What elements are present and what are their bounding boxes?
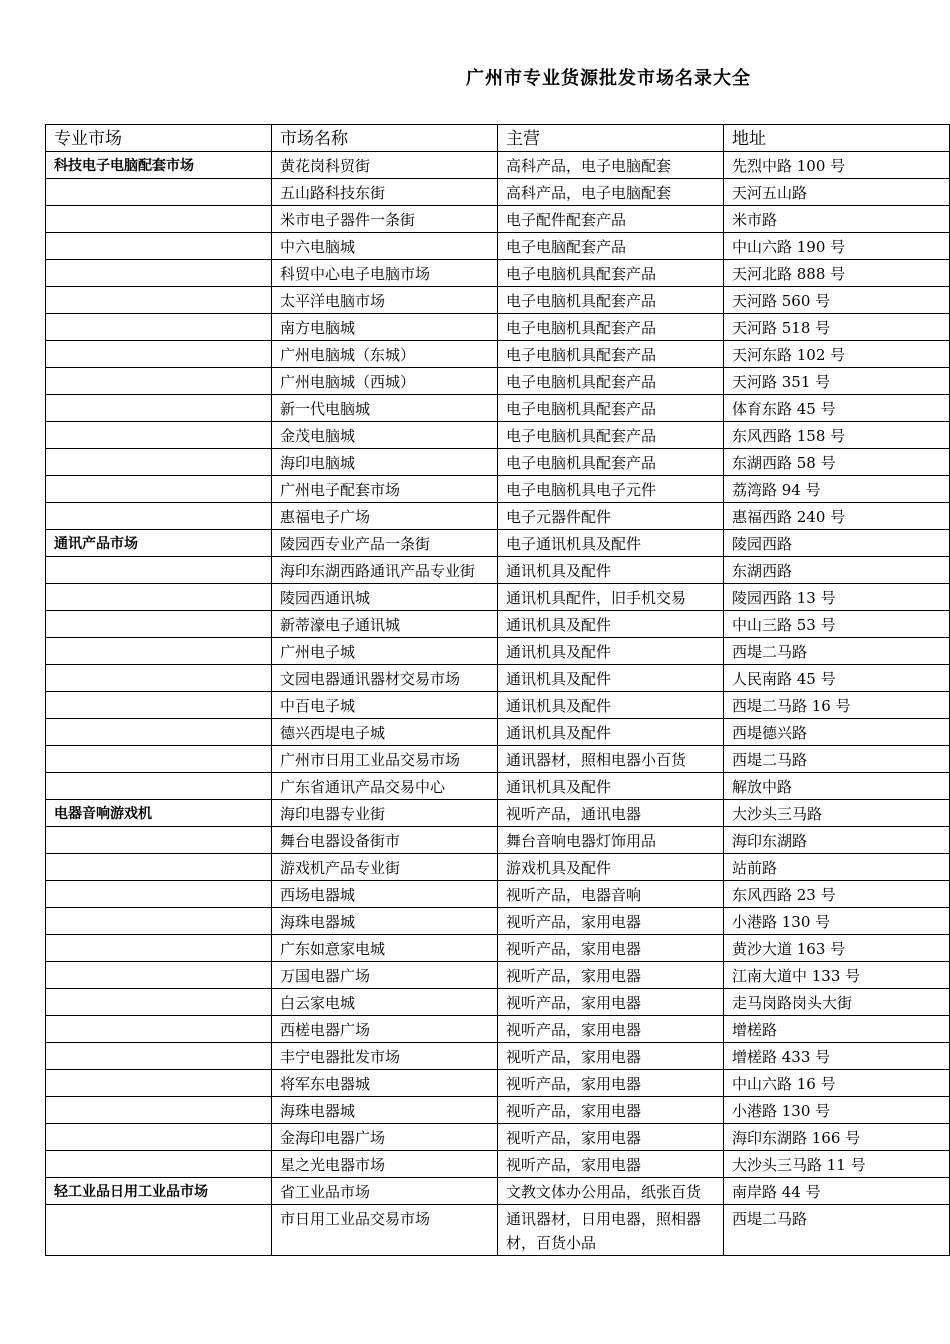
table-row (46, 233, 950, 260)
table-row (46, 962, 950, 989)
market-name-cell: 广州电脑城（东城） (272, 341, 498, 368)
address-cell: 中山六路 190 号 (724, 233, 950, 260)
main-business-cell: 视听产品，家用电器 (498, 1070, 724, 1097)
category-cell (46, 233, 272, 260)
table-row (46, 800, 950, 827)
main-business-cell: 电子电脑机具配套产品 (498, 368, 724, 395)
address-cell: 西堤二马路 (724, 1205, 950, 1256)
address-cell: 增槎路 433 号 (724, 1043, 950, 1070)
market-name-cell: 游戏机产品专业街 (272, 854, 498, 881)
table-row (46, 719, 950, 746)
table-row (46, 1097, 950, 1124)
table-row (46, 584, 950, 611)
address-cell: 天河五山路 (724, 179, 950, 206)
market-name-cell: 广州电脑城（西城） (272, 368, 498, 395)
main-business-cell: 视听产品，家用电器 (498, 1016, 724, 1043)
category-cell (46, 908, 272, 935)
category-cell (46, 881, 272, 908)
market-name-cell: 舞台电器设备街市 (272, 827, 498, 854)
main-business-cell: 通讯机具及配件 (498, 692, 724, 719)
market-name-cell: 广东如意家电城 (272, 935, 498, 962)
main-business-cell: 电子电脑机具配套产品 (498, 422, 724, 449)
market-name-cell: 南方电脑城 (272, 314, 498, 341)
address-cell: 体育东路 45 号 (724, 395, 950, 422)
address-cell: 走马岗路岗头大街 (724, 989, 950, 1016)
market-name-cell: 广州电子配套市场 (272, 476, 498, 503)
address-cell: 黄沙大道 163 号 (724, 935, 950, 962)
market-name-cell: 中六电脑城 (272, 233, 498, 260)
category-cell (46, 584, 272, 611)
table-row (46, 314, 950, 341)
category-cell (46, 1205, 272, 1256)
table-body (46, 152, 950, 1256)
market-name-cell: 文园电器通讯器材交易市场 (272, 665, 498, 692)
table-row (46, 881, 950, 908)
market-name-cell: 金茂电脑城 (272, 422, 498, 449)
main-business-cell: 通讯机具及配件 (498, 719, 724, 746)
market-name-cell: 海印电脑城 (272, 449, 498, 476)
market-name-cell: 新一代电脑城 (272, 395, 498, 422)
table-row (46, 1124, 950, 1151)
category-cell (46, 341, 272, 368)
category-cell (46, 989, 272, 1016)
main-business-cell: 高科产品，电子电脑配套 (498, 179, 724, 206)
main-business-cell: 视听产品，家用电器 (498, 935, 724, 962)
category-cell (46, 1124, 272, 1151)
main-business-cell: 舞台音响电器灯饰用品 (498, 827, 724, 854)
table-row (46, 827, 950, 854)
category-cell (46, 1151, 272, 1178)
market-name-cell: 星之光电器市场 (272, 1151, 498, 1178)
market-name-cell: 新蒂濠电子通讯城 (272, 611, 498, 638)
category-cell: 轻工业品日用工业品市场 (46, 1178, 272, 1205)
category-cell (46, 557, 272, 584)
address-cell: 惠福西路 240 号 (724, 503, 950, 530)
category-cell (46, 827, 272, 854)
table-row (46, 287, 950, 314)
market-name-cell: 海珠电器城 (272, 908, 498, 935)
address-cell: 江南大道中 133 号 (724, 962, 950, 989)
market-name-cell: 德兴西堤电子城 (272, 719, 498, 746)
header-address: 地址 (724, 125, 950, 152)
main-business-cell: 电子配件配套产品 (498, 206, 724, 233)
market-name-cell: 太平洋电脑市场 (272, 287, 498, 314)
category-cell (46, 1097, 272, 1124)
table-row (46, 1205, 950, 1256)
address-cell: 小港路 130 号 (724, 908, 950, 935)
table-row (46, 773, 950, 800)
category-cell (46, 314, 272, 341)
main-business-cell: 通讯器材，照相电器小百货 (498, 746, 724, 773)
table-header-row (46, 125, 950, 152)
address-cell: 大沙头三马路 11 号 (724, 1151, 950, 1178)
address-cell: 西堤德兴路 (724, 719, 950, 746)
category-cell (46, 746, 272, 773)
address-cell: 西堤二马路 (724, 638, 950, 665)
market-name-cell: 陵园西通讯城 (272, 584, 498, 611)
category-cell (46, 287, 272, 314)
table-row (46, 1151, 950, 1178)
main-business-cell: 通讯机具及配件 (498, 638, 724, 665)
table-row (46, 665, 950, 692)
main-business-cell: 视听产品，通讯电器 (498, 800, 724, 827)
category-cell: 电器音响游戏机 (46, 800, 272, 827)
main-business-cell: 通讯机具及配件 (498, 665, 724, 692)
market-name-cell: 海印东湖西路通讯产品专业街 (272, 557, 498, 584)
main-business-cell: 电子电脑机具配套产品 (498, 314, 724, 341)
main-business-cell: 电子电脑机具配套产品 (498, 341, 724, 368)
address-cell: 中山六路 16 号 (724, 1070, 950, 1097)
table-row (46, 206, 950, 233)
main-business-cell: 文教文体办公用品，纸张百货 (498, 1178, 724, 1205)
category-cell (46, 179, 272, 206)
table-row (46, 1178, 950, 1205)
table-row (46, 935, 950, 962)
table-row (46, 557, 950, 584)
market-name-cell: 黄花岗科贸街 (272, 152, 498, 179)
table-row (46, 854, 950, 881)
main-business-cell: 通讯器材，日用电器，照相器材，百货小品 (498, 1205, 724, 1256)
market-name-cell: 金海印电器广场 (272, 1124, 498, 1151)
address-cell: 增槎路 (724, 1016, 950, 1043)
address-cell: 天河东路 102 号 (724, 341, 950, 368)
header-category: 专业市场 (46, 125, 272, 152)
table-row (46, 449, 950, 476)
category-cell (46, 422, 272, 449)
market-name-cell: 米市电子器件一条街 (272, 206, 498, 233)
address-cell: 荔湾路 94 号 (724, 476, 950, 503)
address-cell: 天河北路 888 号 (724, 260, 950, 287)
address-cell: 小港路 130 号 (724, 1097, 950, 1124)
table-row (46, 908, 950, 935)
category-cell (46, 638, 272, 665)
address-cell: 中山三路 53 号 (724, 611, 950, 638)
address-cell: 海印东湖路 166 号 (724, 1124, 950, 1151)
table-row (46, 476, 950, 503)
market-name-cell: 丰宁电器批发市场 (272, 1043, 498, 1070)
category-cell (46, 962, 272, 989)
header-market-name: 市场名称 (272, 125, 498, 152)
main-business-cell: 电子电脑机具配套产品 (498, 260, 724, 287)
table-row (46, 638, 950, 665)
address-cell: 米市路 (724, 206, 950, 233)
market-name-cell: 广东省通讯产品交易中心 (272, 773, 498, 800)
table-row (46, 260, 950, 287)
main-business-cell: 通讯机具配件，旧手机交易 (498, 584, 724, 611)
table-row (46, 152, 950, 179)
address-cell: 南岸路 44 号 (724, 1178, 950, 1205)
category-cell (46, 1016, 272, 1043)
table-row (46, 341, 950, 368)
header-main-business: 主营 (498, 125, 724, 152)
market-name-cell: 陵园西专业产品一条街 (272, 530, 498, 557)
address-cell: 西堤二马路 (724, 746, 950, 773)
main-business-cell: 高科产品，电子电脑配套 (498, 152, 724, 179)
category-cell (46, 719, 272, 746)
address-cell: 陵园西路 (724, 530, 950, 557)
main-business-cell: 视听产品，家用电器 (498, 1124, 724, 1151)
table-row (46, 1070, 950, 1097)
category-cell (46, 206, 272, 233)
main-business-cell: 电子电脑机具配套产品 (498, 449, 724, 476)
main-business-cell: 视听产品，电器音响 (498, 881, 724, 908)
main-business-cell: 通讯机具及配件 (498, 773, 724, 800)
main-business-cell: 视听产品，家用电器 (498, 989, 724, 1016)
market-name-cell: 将军东电器城 (272, 1070, 498, 1097)
address-cell: 海印东湖路 (724, 827, 950, 854)
market-name-cell: 白云家电城 (272, 989, 498, 1016)
address-cell: 人民南路 45 号 (724, 665, 950, 692)
table-row (46, 179, 950, 206)
table-row (46, 422, 950, 449)
category-cell (46, 1043, 272, 1070)
market-name-cell: 西场电器城 (272, 881, 498, 908)
market-name-cell: 省工业品市场 (272, 1178, 498, 1205)
page-title: 广州市专业货源批发市场名录大全 (466, 68, 751, 89)
table-row (46, 530, 950, 557)
main-business-cell: 视听产品，家用电器 (498, 1151, 724, 1178)
market-name-cell: 广州电子城 (272, 638, 498, 665)
category-cell (46, 260, 272, 287)
category-cell: 科技电子电脑配套市场 (46, 152, 272, 179)
address-cell: 东湖西路 (724, 557, 950, 584)
category-cell (46, 665, 272, 692)
market-name-cell: 惠福电子广场 (272, 503, 498, 530)
address-cell: 西堤二马路 16 号 (724, 692, 950, 719)
address-cell: 天河路 560 号 (724, 287, 950, 314)
table-row (46, 611, 950, 638)
main-business-cell: 通讯机具及配件 (498, 557, 724, 584)
table-row (46, 989, 950, 1016)
main-business-cell: 电子电脑配套产品 (498, 233, 724, 260)
main-business-cell: 通讯机具及配件 (498, 611, 724, 638)
table-row (46, 692, 950, 719)
table-row (46, 746, 950, 773)
address-cell: 天河路 351 号 (724, 368, 950, 395)
address-cell: 解放中路 (724, 773, 950, 800)
market-name-cell: 海珠电器城 (272, 1097, 498, 1124)
market-name-cell: 西槎电器广场 (272, 1016, 498, 1043)
category-cell (46, 395, 272, 422)
market-name-cell: 中百电子城 (272, 692, 498, 719)
address-cell: 东风西路 23 号 (724, 881, 950, 908)
category-cell: 通讯产品市场 (46, 530, 272, 557)
main-business-cell: 视听产品，家用电器 (498, 1097, 724, 1124)
market-name-cell: 广州市日用工业品交易市场 (272, 746, 498, 773)
market-name-cell: 海印电器专业街 (272, 800, 498, 827)
market-name-cell: 万国电器广场 (272, 962, 498, 989)
main-business-cell: 视听产品，家用电器 (498, 962, 724, 989)
address-cell: 先烈中路 100 号 (724, 152, 950, 179)
main-business-cell: 视听产品，家用电器 (498, 1043, 724, 1070)
table-row (46, 503, 950, 530)
table-row (46, 1016, 950, 1043)
main-business-cell: 游戏机具及配件 (498, 854, 724, 881)
category-cell (46, 449, 272, 476)
category-cell (46, 611, 272, 638)
category-cell (46, 692, 272, 719)
market-table (45, 124, 950, 1256)
address-cell: 天河路 518 号 (724, 314, 950, 341)
market-name-cell: 五山路科技东街 (272, 179, 498, 206)
main-business-cell: 电子元器件配件 (498, 503, 724, 530)
main-business-cell: 电子通讯机具及配件 (498, 530, 724, 557)
table-row (46, 368, 950, 395)
address-cell: 东风西路 158 号 (724, 422, 950, 449)
main-business-cell: 视听产品，家用电器 (498, 908, 724, 935)
category-cell (46, 854, 272, 881)
address-cell: 站前路 (724, 854, 950, 881)
main-business-cell: 电子电脑机具配套产品 (498, 395, 724, 422)
category-cell (46, 773, 272, 800)
address-cell: 东湖西路 58 号 (724, 449, 950, 476)
address-cell: 大沙头三马路 (724, 800, 950, 827)
category-cell (46, 476, 272, 503)
market-name-cell: 市日用工业品交易市场 (272, 1205, 498, 1256)
category-cell (46, 368, 272, 395)
market-name-cell: 科贸中心电子电脑市场 (272, 260, 498, 287)
table-row (46, 1043, 950, 1070)
category-cell (46, 935, 272, 962)
category-cell (46, 1070, 272, 1097)
table-row (46, 395, 950, 422)
main-business-cell: 电子电脑机具配套产品 (498, 287, 724, 314)
address-cell: 陵园西路 13 号 (724, 584, 950, 611)
category-cell (46, 503, 272, 530)
main-business-cell: 电子电脑机具电子元件 (498, 476, 724, 503)
